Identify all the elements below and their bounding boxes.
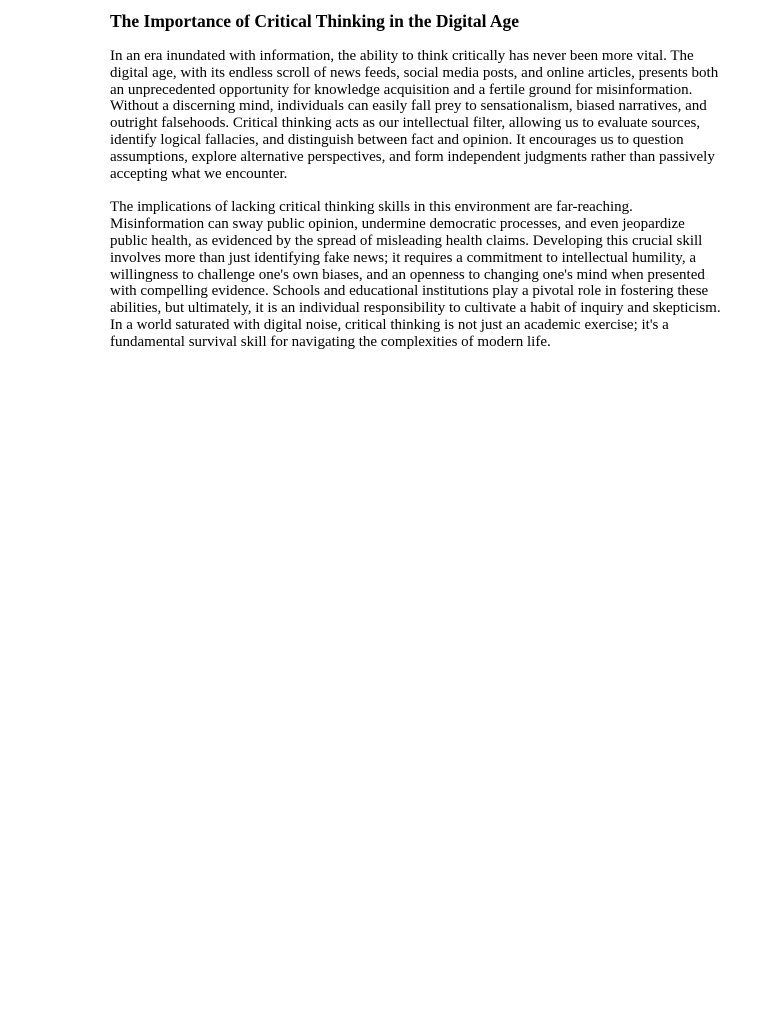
paragraph-2: The implications of lacking critical thinking skills in this environment are far-reaching. Misinformation can sway public opinion, undermine democratic processes, and even jeopardize public health, as evidenced by the spread of misleading health claims. Developing this crucial skill involves more than just identifying fake news; it requires a commitment to intellectual humility, a willingness to challenge one's own biases, and an openness to changing one's mind when presented with compelling evidence. Schools and educational institutions play a pivotal role in fostering these abilities, but ultimately, it is an individual responsibility to cultivate a habit of inquiry and skepticism. In a world saturated with digital noise, critical thinking is not just an academic exercise; it's a fundamental survival skill for navigating the complexities of modern life. bbox=[110, 199, 721, 350]
paragraph-1: In an era inundated with information, the ability to think critically has never been more vital. The digital age, with its endless scroll of news feeds, social media posts, and online articles, presents both an unprecedented opportunity for knowledge acquisition and a fertile ground for misinformation. Without a discerning mind, individuals can easily fall prey to sensationalism, biased narratives, and outright falsehoods. Critical thinking acts as our intellectual filter, allowing us to evaluate sources, identify logical fallacies, and distinguish between fact and opinion. It encourages us to question assumptions, explore alternative perspectives, and form independent judgments rather than passively accepting what we encounter. bbox=[110, 48, 719, 182]
document-title: The Importance of Critical Thinking in the Digital Age bbox=[110, 11, 519, 31]
